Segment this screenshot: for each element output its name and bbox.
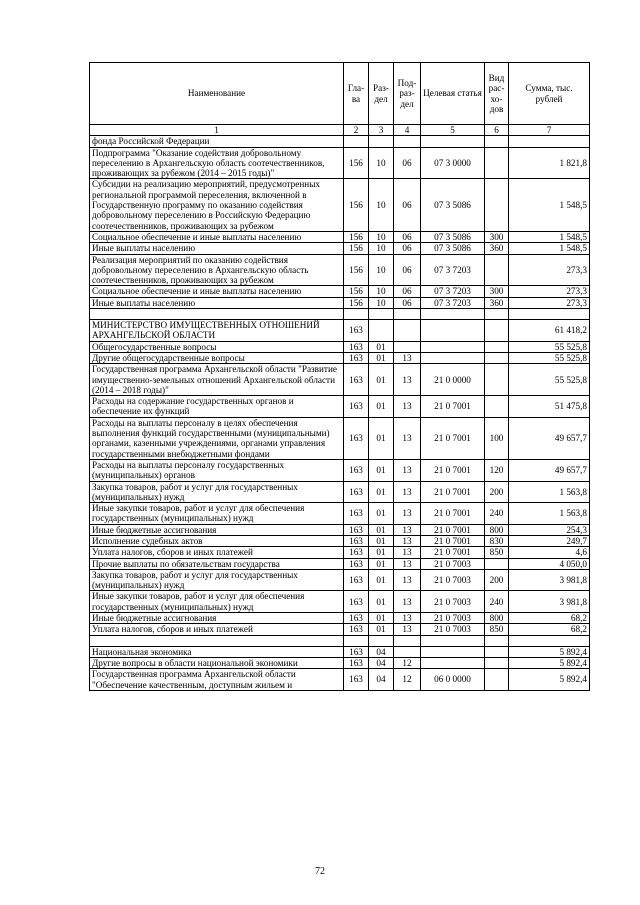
- cell-target: 07 3 5086: [421, 179, 485, 231]
- table-row: [90, 613, 590, 624]
- cell-sum: 5 892,4: [509, 657, 590, 668]
- cell-razdel: 01: [369, 396, 394, 418]
- cell-sum: 1 548,5: [509, 231, 590, 242]
- cell-sum: 55 525,8: [509, 364, 590, 396]
- cell-target: 21 0 7001: [421, 503, 485, 525]
- cell-podrazdel: 13: [394, 624, 421, 635]
- cell-glava: 163: [344, 558, 369, 569]
- table-row: [90, 669, 590, 691]
- cell-sum: 3 981,8: [509, 569, 590, 591]
- cell-target: [421, 352, 485, 363]
- cell-target: 21 0 7001: [421, 547, 485, 558]
- cell-glava: [344, 136, 369, 147]
- cell-podrazdel: [394, 646, 421, 657]
- header-razdel: Раз-дел: [369, 63, 394, 125]
- cell-razdel: 01: [369, 569, 394, 591]
- cell-sum: 3 981,8: [509, 591, 590, 613]
- cell-sum: 68,2: [509, 613, 590, 624]
- cell-sum: 4,6: [509, 547, 590, 558]
- cell-razdel: 01: [369, 364, 394, 396]
- cell-glava: 163: [344, 591, 369, 613]
- cell-glava: 163: [344, 569, 369, 591]
- table-row: [90, 657, 590, 668]
- cell-name: Расходы на содержание государственных органов и обеспечение их функций: [90, 396, 344, 418]
- cell-name: Иные выплаты населению: [90, 297, 344, 308]
- cell-vid: [485, 646, 509, 657]
- cell-target: 07 3 7203: [421, 297, 485, 308]
- cell-vid: 200: [485, 569, 509, 591]
- cell-glava: 163: [344, 503, 369, 525]
- cell-vid: 800: [485, 524, 509, 535]
- empty-cell: [90, 309, 344, 320]
- cell-target: 21 0 7003: [421, 569, 485, 591]
- cell-podrazdel: 13: [394, 396, 421, 418]
- cell-name: Социальное обеспечение и иные выплаты населению: [90, 286, 344, 297]
- table-row: [90, 352, 590, 363]
- cell-sum: 51 475,8: [509, 396, 590, 418]
- header-row: [90, 63, 590, 125]
- cell-sum: 55 525,8: [509, 341, 590, 352]
- cell-podrazdel: 13: [394, 569, 421, 591]
- cell-name: Национальная экономика: [90, 646, 344, 657]
- table-row: [90, 558, 590, 569]
- empty-cell: [485, 635, 509, 646]
- cell-glava: 163: [344, 320, 369, 342]
- cell-name: Государственная программа Архангельской области "Развитие имущественно-земельных отношений Архангельской области (2014 – 2018 годы)": [90, 364, 344, 396]
- empty-cell: [394, 635, 421, 646]
- empty-cell: [90, 635, 344, 646]
- table-row: [90, 320, 590, 342]
- cell-sum: 5 892,4: [509, 669, 590, 691]
- cell-glava: 163: [344, 352, 369, 363]
- cell-target: [421, 341, 485, 352]
- cell-name: Иные закупки товаров, работ и услуг для обеспечения государственных (муниципальных) нужд: [90, 591, 344, 613]
- cell-target: [421, 646, 485, 657]
- cell-vid: 360: [485, 243, 509, 254]
- cell-sum: 1 548,5: [509, 179, 590, 231]
- index-cell: 3: [369, 125, 394, 136]
- cell-podrazdel: 13: [394, 364, 421, 396]
- cell-podrazdel: 06: [394, 254, 421, 286]
- cell-sum: 49 657,7: [509, 417, 590, 459]
- cell-name: Закупка товаров, работ и услуг для государственных (муниципальных) нужд: [90, 569, 344, 591]
- cell-sum: 249,7: [509, 535, 590, 546]
- cell-glava: 156: [344, 297, 369, 308]
- budget-table: [89, 62, 590, 691]
- cell-razdel: 10: [369, 147, 394, 179]
- spacer-row: [90, 309, 590, 320]
- cell-name: Исполнение судебных актов: [90, 535, 344, 546]
- cell-glava: 156: [344, 254, 369, 286]
- cell-sum: 49 657,7: [509, 459, 590, 481]
- cell-glava: 163: [344, 613, 369, 624]
- cell-name: Субсидии на реализацию мероприятий, предусмотренных региональной программой переселения, включенной в Государственную программу по оказанию содействия добровольному переселению в Российскую Федерацию соотечественников, проживающих за рубежом: [90, 179, 344, 231]
- cell-glava: 163: [344, 396, 369, 418]
- cell-target: 21 0 7003: [421, 591, 485, 613]
- cell-name: Подпрограмма "Оказание содействия добровольному переселению в Архангельскую область соотечественников, проживающих за рубежом (2014 – 2015 годы)": [90, 147, 344, 179]
- cell-podrazdel: 13: [394, 535, 421, 546]
- cell-razdel: 01: [369, 459, 394, 481]
- table-row: [90, 396, 590, 418]
- spacer-row: [90, 635, 590, 646]
- table-row: [90, 254, 590, 286]
- table-row: [90, 524, 590, 535]
- cell-vid: 120: [485, 459, 509, 481]
- cell-razdel: 01: [369, 481, 394, 503]
- cell-sum: [509, 136, 590, 147]
- cell-razdel: 04: [369, 657, 394, 668]
- cell-target: 07 3 0000: [421, 147, 485, 179]
- cell-target: 21 0 7001: [421, 481, 485, 503]
- cell-glava: 163: [344, 481, 369, 503]
- header-vid: Вид рас-хо-дов: [485, 63, 509, 125]
- cell-razdel: [369, 320, 394, 342]
- table-row: [90, 459, 590, 481]
- cell-razdel: [369, 136, 394, 147]
- cell-target: 21 0 7003: [421, 624, 485, 635]
- cell-name: Иные выплаты населению: [90, 243, 344, 254]
- cell-podrazdel: 13: [394, 591, 421, 613]
- cell-glava: 156: [344, 147, 369, 179]
- cell-razdel: 10: [369, 297, 394, 308]
- cell-target: 07 3 7203: [421, 254, 485, 286]
- cell-name: Закупка товаров, работ и услуг для государственных (муниципальных) нужд: [90, 481, 344, 503]
- cell-glava: 163: [344, 657, 369, 668]
- cell-podrazdel: 13: [394, 352, 421, 363]
- empty-cell: [344, 309, 369, 320]
- cell-glava: 156: [344, 231, 369, 242]
- header-sum: Сумма, тыс. рублей: [509, 63, 590, 125]
- cell-name: Уплата налогов, сборов и иных платежей: [90, 547, 344, 558]
- cell-vid: 300: [485, 231, 509, 242]
- cell-podrazdel: 06: [394, 243, 421, 254]
- cell-razdel: 01: [369, 547, 394, 558]
- cell-target: 07 3 5086: [421, 231, 485, 242]
- cell-sum: 273,3: [509, 297, 590, 308]
- cell-razdel: 01: [369, 524, 394, 535]
- cell-glava: 163: [344, 364, 369, 396]
- cell-vid: [485, 352, 509, 363]
- table-row: [90, 503, 590, 525]
- cell-podrazdel: [394, 320, 421, 342]
- cell-podrazdel: 12: [394, 669, 421, 691]
- table-row: [90, 231, 590, 242]
- cell-glava: 156: [344, 243, 369, 254]
- cell-glava: 163: [344, 669, 369, 691]
- index-cell: 7: [509, 125, 590, 136]
- cell-podrazdel: 13: [394, 481, 421, 503]
- cell-podrazdel: 13: [394, 417, 421, 459]
- cell-vid: [485, 396, 509, 418]
- cell-vid: 850: [485, 547, 509, 558]
- cell-vid: 300: [485, 286, 509, 297]
- cell-vid: 100: [485, 417, 509, 459]
- cell-vid: [485, 558, 509, 569]
- cell-podrazdel: 06: [394, 179, 421, 231]
- cell-vid: [485, 341, 509, 352]
- cell-podrazdel: [394, 136, 421, 147]
- cell-razdel: 01: [369, 352, 394, 363]
- cell-podrazdel: 13: [394, 558, 421, 569]
- empty-cell: [369, 635, 394, 646]
- cell-podrazdel: 06: [394, 231, 421, 242]
- cell-sum: 1 821,8: [509, 147, 590, 179]
- empty-cell: [509, 635, 590, 646]
- cell-sum: 273,3: [509, 286, 590, 297]
- empty-cell: [485, 309, 509, 320]
- cell-vid: 240: [485, 503, 509, 525]
- table-row: [90, 286, 590, 297]
- cell-podrazdel: 06: [394, 147, 421, 179]
- cell-podrazdel: 12: [394, 657, 421, 668]
- cell-glava: 163: [344, 624, 369, 635]
- cell-podrazdel: 06: [394, 297, 421, 308]
- cell-razdel: 04: [369, 669, 394, 691]
- cell-vid: [485, 320, 509, 342]
- header-glava: Гла-ва: [344, 63, 369, 125]
- table-row: [90, 481, 590, 503]
- cell-podrazdel: 13: [394, 459, 421, 481]
- cell-name: Расходы на выплаты персоналу в целях обеспечения выполнения функций государственными (муниципальными) органами, казенными учреждениями, органами управления государственными внебюджетными фондами: [90, 417, 344, 459]
- cell-glava: 163: [344, 547, 369, 558]
- cell-vid: [485, 364, 509, 396]
- cell-name: Другие общегосударственные вопросы: [90, 352, 344, 363]
- table-row: [90, 243, 590, 254]
- cell-target: 21 0 7001: [421, 459, 485, 481]
- table-row: [90, 147, 590, 179]
- cell-target: [421, 136, 485, 147]
- cell-glava: 163: [344, 417, 369, 459]
- index-cell: 6: [485, 125, 509, 136]
- cell-name: Общегосударственные вопросы: [90, 341, 344, 352]
- cell-target: 21 0 7001: [421, 396, 485, 418]
- cell-sum: 4 050,0: [509, 558, 590, 569]
- cell-razdel: 10: [369, 231, 394, 242]
- empty-cell: [394, 309, 421, 320]
- cell-vid: [485, 254, 509, 286]
- table-row: [90, 297, 590, 308]
- cell-vid: [485, 669, 509, 691]
- cell-name: фонда Российской Федерации: [90, 136, 344, 147]
- cell-razdel: 01: [369, 341, 394, 352]
- cell-glava: 163: [344, 341, 369, 352]
- page-number: 72: [315, 866, 325, 877]
- cell-podrazdel: 13: [394, 503, 421, 525]
- cell-name: Прочие выплаты по обязательствам государства: [90, 558, 344, 569]
- cell-target: 07 3 7203: [421, 286, 485, 297]
- cell-razdel: 10: [369, 243, 394, 254]
- empty-cell: [509, 309, 590, 320]
- cell-glava: 156: [344, 286, 369, 297]
- table-row: [90, 341, 590, 352]
- cell-vid: [485, 136, 509, 147]
- cell-name: Государственная программа Архангельской области "Обеспечение качественным, доступным жильем и: [90, 669, 344, 691]
- cell-target: 21 0 0000: [421, 364, 485, 396]
- cell-vid: 800: [485, 613, 509, 624]
- cell-target: 06 0 0000: [421, 669, 485, 691]
- cell-name: Иные бюджетные ассигнования: [90, 524, 344, 535]
- cell-podrazdel: 06: [394, 286, 421, 297]
- cell-podrazdel: 13: [394, 613, 421, 624]
- cell-vid: 360: [485, 297, 509, 308]
- cell-podrazdel: [394, 341, 421, 352]
- cell-vid: 200: [485, 481, 509, 503]
- empty-cell: [421, 309, 485, 320]
- empty-cell: [369, 309, 394, 320]
- cell-target: 21 0 7001: [421, 417, 485, 459]
- cell-sum: 55 525,8: [509, 352, 590, 363]
- cell-razdel: 10: [369, 286, 394, 297]
- cell-glava: 163: [344, 524, 369, 535]
- table-row: [90, 646, 590, 657]
- cell-name: Реализация мероприятий по оказанию содействия добровольному переселению в Архангельскую область соотечественников, проживающих за рубежом: [90, 254, 344, 286]
- cell-sum: 273,3: [509, 254, 590, 286]
- table-row: [90, 547, 590, 558]
- cell-vid: 850: [485, 624, 509, 635]
- cell-razdel: 01: [369, 535, 394, 546]
- cell-vid: [485, 179, 509, 231]
- header-name: Наименование: [90, 63, 344, 125]
- cell-name: Социальное обеспечение и иные выплаты населению: [90, 231, 344, 242]
- cell-sum: 254,3: [509, 524, 590, 535]
- cell-vid: 240: [485, 591, 509, 613]
- cell-razdel: 01: [369, 591, 394, 613]
- cell-glava: 156: [344, 179, 369, 231]
- cell-sum: 5 892,4: [509, 646, 590, 657]
- cell-razdel: 01: [369, 558, 394, 569]
- cell-podrazdel: 13: [394, 524, 421, 535]
- cell-sum: 61 418,2: [509, 320, 590, 342]
- cell-name: Иные закупки товаров, работ и услуг для обеспечения государственных (муниципальных) нужд: [90, 503, 344, 525]
- index-cell: 1: [90, 125, 344, 136]
- index-cell: 5: [421, 125, 485, 136]
- header-target: Целевая статья: [421, 63, 485, 125]
- header-podrazdel: Под-раз-дел: [394, 63, 421, 125]
- cell-podrazdel: 13: [394, 547, 421, 558]
- cell-sum: 68,2: [509, 624, 590, 635]
- cell-name: Уплата налогов, сборов и иных платежей: [90, 624, 344, 635]
- table-row: [90, 535, 590, 546]
- cell-razdel: 10: [369, 254, 394, 286]
- index-row: [90, 125, 590, 136]
- cell-sum: 1 548,5: [509, 243, 590, 254]
- cell-razdel: 01: [369, 417, 394, 459]
- cell-name: Иные бюджетные ассигнования: [90, 613, 344, 624]
- cell-target: 07 3 5086: [421, 243, 485, 254]
- cell-razdel: 10: [369, 179, 394, 231]
- table-row: [90, 417, 590, 459]
- cell-razdel: 04: [369, 646, 394, 657]
- cell-target: 21 0 7001: [421, 524, 485, 535]
- table-row: [90, 591, 590, 613]
- cell-glava: 163: [344, 646, 369, 657]
- table-body: [90, 136, 590, 691]
- cell-target: [421, 657, 485, 668]
- table-row: [90, 624, 590, 635]
- cell-name: Другие вопросы в области национальной экономики: [90, 657, 344, 668]
- cell-name: Расходы на выплаты персоналу государственных (муниципальных) органов: [90, 459, 344, 481]
- cell-target: 21 0 7003: [421, 558, 485, 569]
- table-row: [90, 569, 590, 591]
- cell-target: 21 0 7003: [421, 613, 485, 624]
- index-cell: 4: [394, 125, 421, 136]
- cell-glava: 163: [344, 459, 369, 481]
- cell-razdel: 01: [369, 613, 394, 624]
- table-row: [90, 136, 590, 147]
- index-cell: 2: [344, 125, 369, 136]
- table-row: [90, 179, 590, 231]
- cell-target: 21 0 7001: [421, 535, 485, 546]
- cell-sum: 1 563,8: [509, 481, 590, 503]
- cell-razdel: 01: [369, 503, 394, 525]
- cell-sum: 1 563,8: [509, 503, 590, 525]
- table-row: [90, 364, 590, 396]
- empty-cell: [421, 635, 485, 646]
- cell-name: МИНИСТЕРСТВО ИМУЩЕСТВЕННЫХ ОТНОШЕНИЙ АРХАНГЕЛЬСКОЙ ОБЛАСТИ: [90, 320, 344, 342]
- cell-vid: [485, 147, 509, 179]
- cell-vid: [485, 657, 509, 668]
- cell-glava: 163: [344, 535, 369, 546]
- cell-razdel: 01: [369, 624, 394, 635]
- cell-target: [421, 320, 485, 342]
- cell-vid: 830: [485, 535, 509, 546]
- empty-cell: [344, 635, 369, 646]
